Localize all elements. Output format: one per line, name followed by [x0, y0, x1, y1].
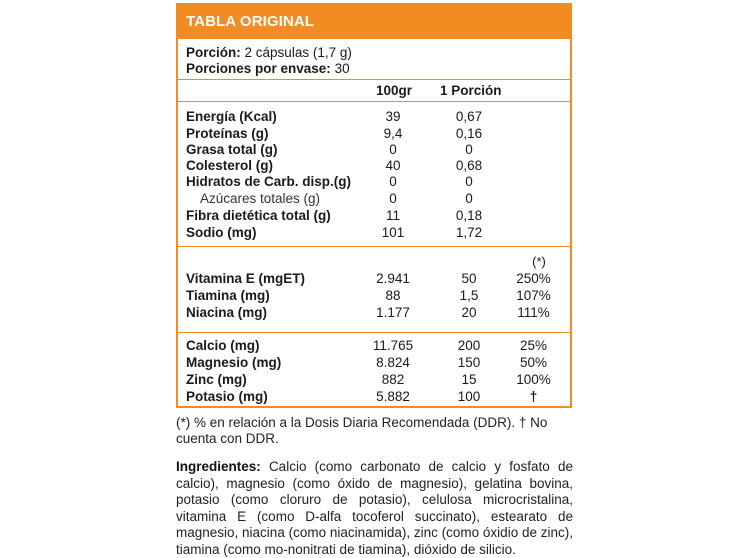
table-row [178, 157, 570, 174]
divider [178, 332, 570, 333]
value-portion: 50 [461, 271, 477, 286]
table-row [178, 141, 570, 158]
value-100gr: 0 [389, 174, 397, 189]
divider [178, 101, 570, 102]
row-label: Niacina (mg) [186, 305, 268, 320]
value-ddr: 50% [519, 355, 548, 370]
row-label: Fibra dietética total (g) [186, 208, 331, 223]
value-portion: 0,18 [455, 208, 483, 223]
value-100gr: 2.941 [376, 271, 410, 286]
portion-value: 2 cápsulas (1,7 g) [244, 45, 352, 60]
ingredients-block [176, 459, 573, 558]
row-label: Vitamina E (mgET) [186, 271, 306, 286]
row-label: Zinc (mg) [186, 372, 247, 387]
table-row [178, 337, 570, 354]
value-portion: 0 [465, 174, 473, 189]
row-label: Proteínas (g) [186, 126, 269, 141]
value-portion: 20 [461, 305, 477, 320]
serving-info [186, 45, 352, 77]
table-row [178, 224, 570, 241]
value-ddr: † [529, 389, 538, 404]
value-100gr: 0 [389, 142, 397, 157]
table-row [178, 354, 570, 371]
portion-label: Porción: [186, 45, 241, 60]
divider [178, 246, 570, 247]
divider [178, 79, 570, 80]
row-label: Colesterol (g) [186, 158, 274, 173]
value-ddr: 100% [516, 372, 551, 387]
value-100gr: 39 [385, 109, 401, 124]
row-label: Hidratos de Carb. disp.(g) [186, 174, 352, 189]
column-header-100gr: 100gr [376, 83, 413, 98]
table-row [178, 173, 570, 190]
value-100gr: 882 [381, 372, 405, 387]
table-row [178, 108, 570, 125]
table-row [178, 304, 570, 321]
servings-label: Porciones por envase: [186, 61, 331, 76]
nutrition-table [176, 3, 572, 408]
ingredients-text: Calcio (como carbonato de calcio y fosfato de calcio), magnesio (como óxido de magnesio), gelatina bovina, potasio (como cloruro de potasio), celulosa microcristalina, vitamina E (como D-alfa tocoferol succinato), estearato de magnesio, niacina (como niacinamida), zinc (como óxidio de zinc), tiamina (como mo-nonitrati de tiamina), dióxido de silicio. [176, 459, 573, 557]
value-ddr: 25% [519, 338, 548, 353]
value-portion: 1,72 [455, 225, 483, 240]
table-row [178, 207, 570, 224]
value-portion: 200 [457, 338, 481, 353]
ddr-note-marker: (*) [532, 254, 546, 269]
value-100gr: 101 [381, 225, 405, 240]
row-label: Magnesio (mg) [186, 355, 282, 370]
row-label: Potasio (mg) [186, 389, 268, 404]
value-portion: 15 [461, 372, 477, 387]
value-100gr: 40 [385, 158, 401, 173]
table-row [178, 287, 570, 304]
row-label: Grasa total (g) [186, 142, 278, 157]
row-label: Energía (Kcal) [186, 109, 277, 124]
value-100gr: 0 [389, 191, 397, 206]
table-row [178, 270, 570, 287]
value-ddr: 111% [517, 305, 550, 320]
servings-value: 30 [334, 61, 350, 76]
table-row [178, 371, 570, 388]
value-100gr: 9,4 [383, 126, 403, 141]
table-row [178, 388, 570, 405]
row-label: Calcio (mg) [186, 338, 260, 353]
value-ddr: 250% [516, 271, 551, 286]
ddr-footnote: (*) % en relación a la Dosis Diaria Recomendada (DDR). † No cuenta con DDR. [176, 415, 548, 446]
ingredients-label: Ingredientes: [176, 459, 261, 474]
value-portion: 0,16 [455, 126, 483, 141]
value-100gr: 11.765 [372, 338, 414, 353]
value-portion: 0,68 [455, 158, 483, 173]
value-100gr: 11 [385, 208, 400, 223]
value-ddr: 107% [516, 288, 551, 303]
value-portion: 100 [457, 389, 481, 404]
value-100gr: 5.882 [376, 389, 410, 404]
value-100gr: 1.177 [376, 305, 410, 320]
row-label: Sodio (mg) [186, 225, 257, 240]
row-label: Tiamina (mg) [186, 288, 270, 303]
table-row [178, 190, 570, 207]
table-row [178, 125, 570, 142]
value-portion: 1,5 [459, 288, 479, 303]
value-100gr: 8.824 [376, 355, 410, 370]
row-label: Azúcares totales (g) [200, 191, 321, 206]
column-header-portion: 1 Porción [440, 83, 502, 98]
table-title: TABLA ORIGINAL [178, 5, 570, 39]
value-portion: 0,67 [455, 109, 483, 124]
value-100gr: 88 [385, 288, 401, 303]
value-portion: 0 [465, 191, 473, 206]
value-portion: 150 [457, 355, 481, 370]
value-portion: 0 [465, 142, 473, 157]
